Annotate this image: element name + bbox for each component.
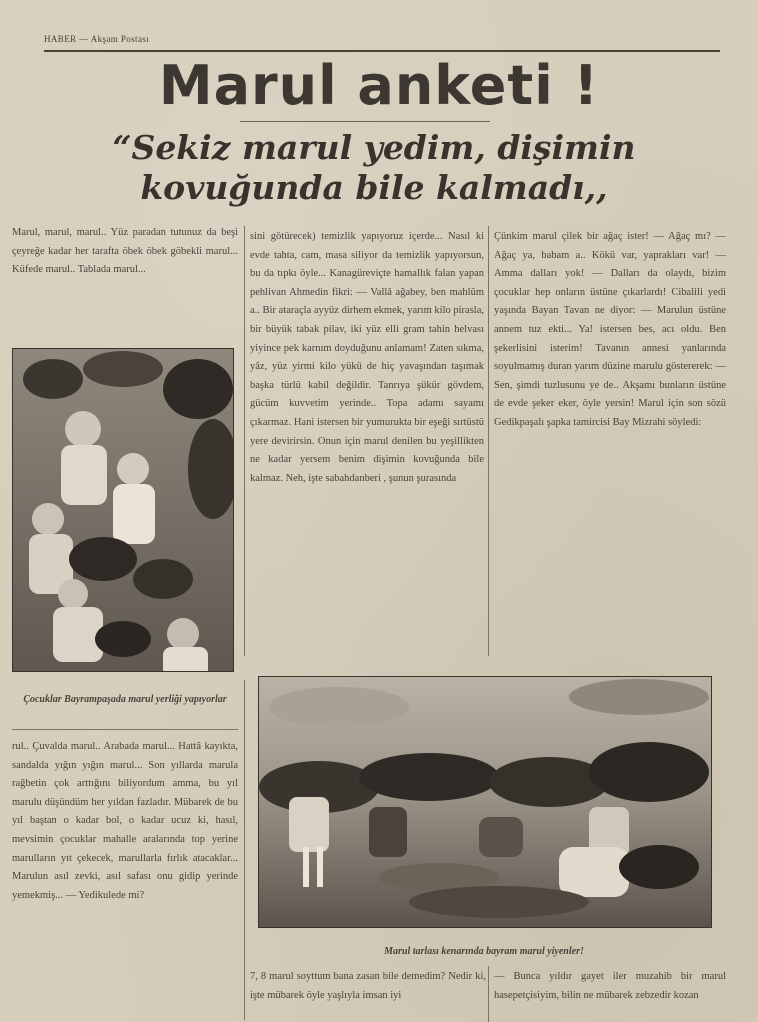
- column-bottom-right-text: — Bunca yıldır gayet iler muzahib bir marul hasepetçisiyim, bilin ne mübarek zebzedir kozan: [494, 971, 726, 1001]
- headline-rule: [240, 121, 490, 122]
- column-middle: [250, 228, 484, 658]
- photo-children-lettuce: [12, 348, 234, 672]
- column-rule-1: [244, 226, 245, 656]
- column-rule-3: [244, 680, 245, 1020]
- column-left-top-text: Marul, marul, marul.. Yüz paradan tutunuz da beşi çeyreğe kadar her tarafta öbek öbek göbekli marul... Küfede marul.. Tablada marul...: [12, 227, 238, 276]
- subhead: “Sekiz marul yedim, dişimin kovuğunda bile kalmadı,,: [112, 128, 636, 207]
- caption-rule: [12, 729, 238, 730]
- column-left-bottom-text: rul.. Çuvalda marul.. Arabada marul... Hattâ kayıkta, sandalda yığın yığın marul... Son yıllarda marula rağbetin çok arttığını biliyordum amma, bu yıl marulu düşündüm her yıldan fazladır. Mübarek de bu yıl baştan o kadar bol, o kadar ucuz ki, hasıl, mevsimin çocuklar mahalle aralarında top yerine marulların yıt çekecek, marullarla fırlık atacaklar... Marulun asıl zevki, asıl safası onu gidip yerinde yemekmiş... — Yedikulede mi?: [12, 741, 238, 901]
- headline: Marul anketi !: [158, 54, 600, 117]
- column-bottom-middle-text: 7, 8 marul soyttum bana zasan bile demedim? Nedir ki, işte mübarek öyle yaşlıyla imsan iyi: [250, 971, 486, 1001]
- photo-field-eaters-image: [259, 677, 711, 927]
- column-middle-text: sini götürecek) temizlik yapıyoruz içerde... Nasıl ki evde tahta, cam, masa siliyor da temizlik yapıyorsun, bu da tıpkı öyle... Kanagüreviçte hamallık falan yapan pehlivan Ahmedin fikri: — Vallâ ağabey, ben mahlûm a.. Bir ataraçla ayyüz dirhem ekmek, yarım kilo pirasla, bir büyük tabak pilav, iki yüz elli gram tahin helvası yiyince pek karnım doyduğunu anlamam! Zaten sıkma, yâz, yüz yirmi kilo yükü de hiç yavaşından taşımak başka türlü kabil değildir. Tanrıya şükür gövdem, gücüm kuvvetim yerinde.. Topa adamı sayamı çıkarmaz. Hani istersen bir yumurukta bir eşeği sırtüstü yere devirirsin. Onun için marul denilen bu yeşillikten ne kadar yersem benim dişimin kovuğunda bile kalmaz. Neh, işte sabahdanberi , şunun şurasında: [250, 231, 484, 484]
- column-left-top: [12, 224, 238, 324]
- column-right-text: Çünkim marul çilek bir ağaç ister! — Ağaç mı? — Ağaç ya, babam a.. Kökü var, yaprakları var! — Amma dalları yok! — Dalları da olaydı, bizim çocuklar hep onların üstüne çıkarlardı! Cibalili yedi yaşında Bayan Tavan ne diyor: — Marulun üstüne annem tuz ekti... Ya! istersen bes, acı oldu. Ben şekerlisini isterim! Tavanın annesi yanlarında soyulmamış duran yarım düzine marulu göstererek: — Sen, şimdi tuzlusunu ye de.. Akşamı bunların üstüne de evde şeker eker, öyle yersin! Marul için son sözü Gedikpaşalı şapka tamircisi Bay Mizrahi söyledi:: [494, 231, 726, 428]
- column-left-bottom: [12, 738, 238, 1022]
- column-rule-2: [488, 226, 489, 656]
- caption-bottom-photo: Marul tarlası kenarında bayram marul yiyenler!: [384, 946, 584, 957]
- caption-left-photo: Çocuklar Bayrampaşada marul yerliği yapıyorlar: [23, 694, 227, 705]
- masthead: HABER — Akşam Postası: [44, 34, 150, 44]
- column-bottom-middle: [250, 968, 486, 1022]
- masthead-rule: [44, 50, 720, 52]
- photo-field-eaters: [258, 676, 712, 928]
- photo-children-lettuce-image: [13, 349, 233, 671]
- column-right: [494, 228, 726, 660]
- column-bottom-right: [494, 968, 726, 1022]
- column-rule-4: [488, 966, 489, 1022]
